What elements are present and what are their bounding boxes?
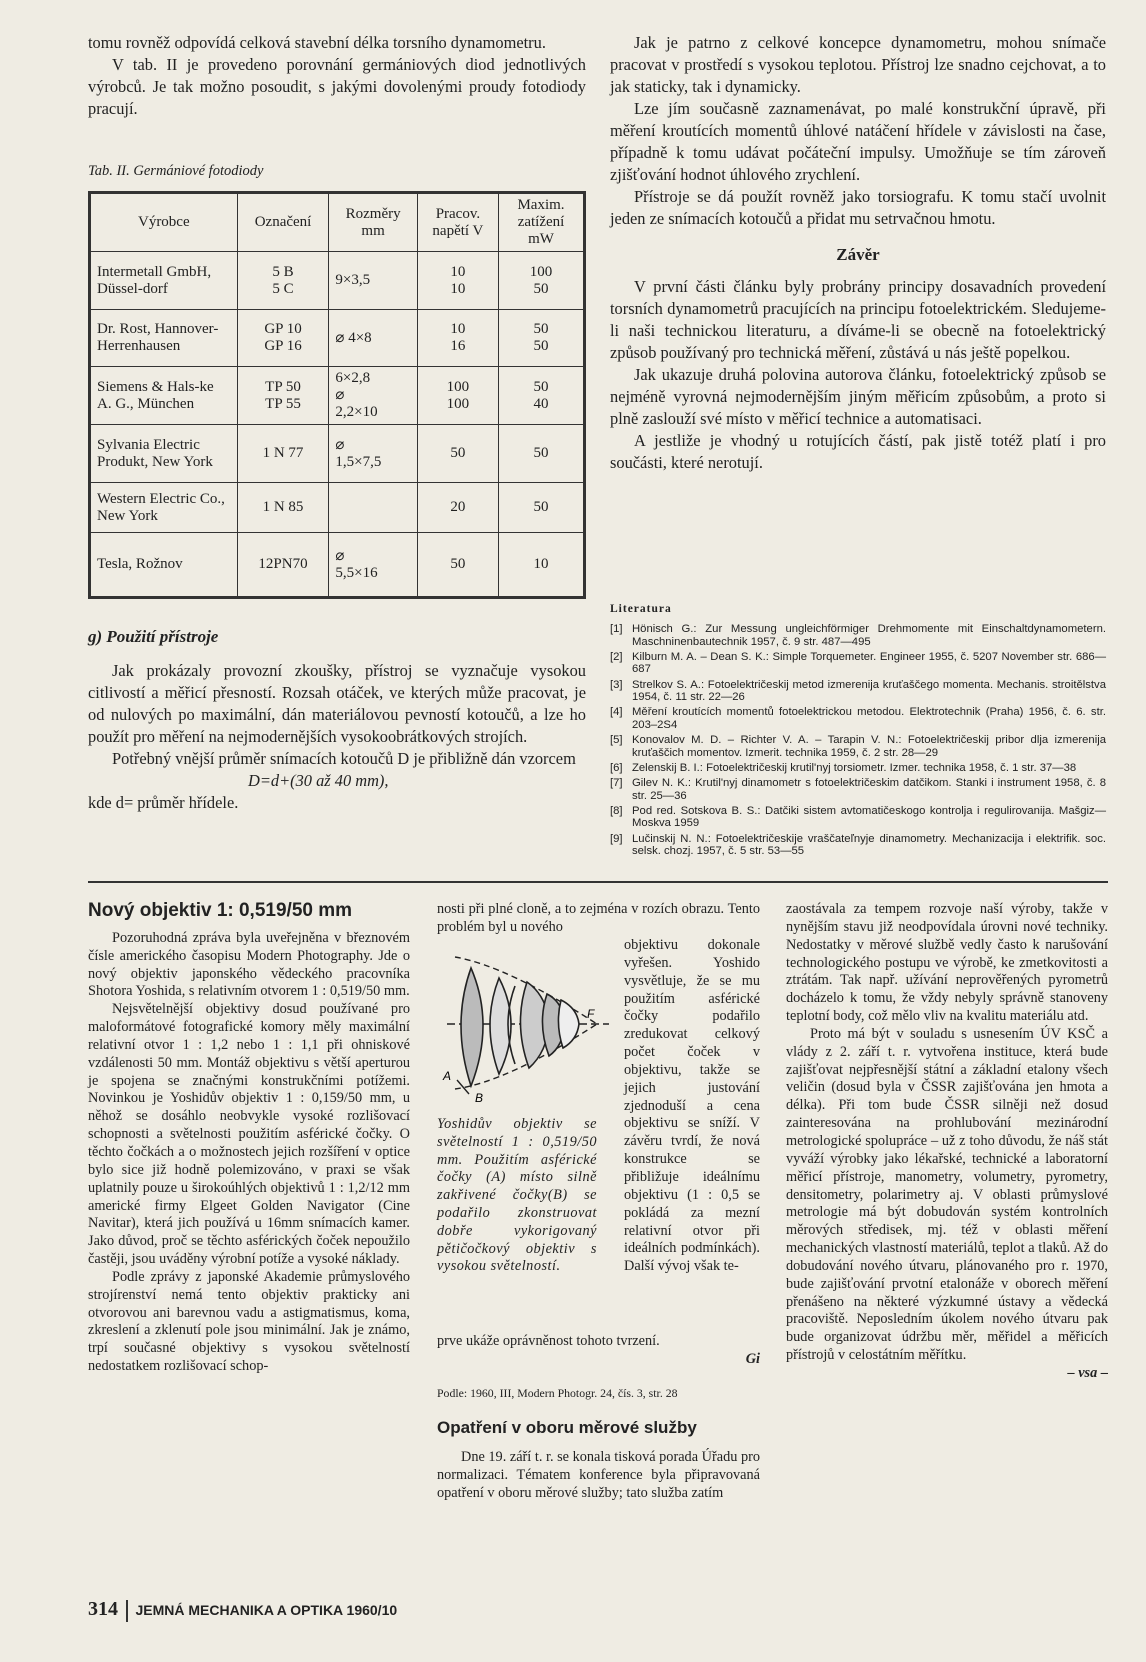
table-cell xyxy=(329,483,417,533)
paragraph: Lze jím současně zaznamenávat, po malé konstrukční úpravě, při měření kroutících momentů úhlové natáčení hřídele v závislosti na čase, případně k tomu udávat počáteční impulsy. Umožňuje se tím zároveň zjišťování hodnot úhlového zrychlení. xyxy=(610,99,1106,184)
reference-text: Lučinskij N. N.: Fotoelektričeskije vraščateľnyje dinamometry. Mechanizacija i elektrifik. soc. selsk. chozj. 1957, č. 5 str. 53—55 xyxy=(632,832,1106,858)
table-cell: 50 xyxy=(417,425,498,483)
paragraph: Jak prokázaly provozní zkoušky, přístroj se vyznačuje vysokou citlivostí a měřicí přesností. Rozsah otáček, ve kterých může pracovat, je od nulových po maximální, dán materiálovou pevností kotoučů, a lze ho použít pro měření na nejmodernějších vysokoobrátkových strojích. xyxy=(88,661,586,746)
table-cell: 50 xyxy=(499,483,584,533)
article-lens-col2-top xyxy=(437,901,760,937)
paragraph: Přístroje se dá použít rovněž jako torsiografu. K tomu stačí uvolnit jeden ze snímacích kotoučů a přidat mu setrvačnou hmotu. xyxy=(610,187,1106,228)
table-cell: 10 xyxy=(499,533,584,597)
reference-number: [5] xyxy=(610,734,623,747)
paragraph: Dne 19. září t. r. se konala tisková porada Úřadu pro normalizaci. Tématem konference byla připravovaná opatření v oboru měrové služby; tato služba zatím xyxy=(437,1448,760,1501)
section-usage xyxy=(88,626,586,814)
journal-name: JEMNÁ MECHANIKA A OPTIKA 1960/10 xyxy=(135,1602,398,1618)
table-cell: Western Electric Co., New York xyxy=(91,483,238,533)
table-cell: 50 40 xyxy=(499,367,584,425)
table-cell: Intermetall GmbH, Düssel-dorf xyxy=(91,252,238,310)
table-cell: Sylvania Electric Produkt, New York xyxy=(91,425,238,483)
table-cell: GP 10 GP 16 xyxy=(237,310,329,367)
table-cell: TP 50 TP 55 xyxy=(237,367,329,425)
reference-item xyxy=(610,734,1106,759)
table-cell: 12PN70 xyxy=(237,533,329,597)
table-row xyxy=(91,252,584,310)
literature-heading: Literatura xyxy=(610,603,672,615)
article-lens-col2-side: objektivu dokonale vyřešen. Yoshido vysvětluje, že se mu použitím asférické čočky podařilo zredukovat celkový počet čoček v objektivu, takže se jejich justování zjednoduší a cena objektivu se sníží. V závěru tvrdí, že nová konstrukce se přibližuje ideálnímu objektivu (1 : 0,5 se pokládá za mezní relativní otvor při ideálních podmínkách). Další vývoj však te- xyxy=(624,937,760,1275)
table-cell: 20 xyxy=(417,483,498,533)
reference-number: [8] xyxy=(610,804,623,817)
paragraph: Nejsvětelnější objektivy dosud používané pro maloformátové fotografické komory měly maximální relativní otvor 1 : 1,2 nebo 1 : 1,1 při ohniskové vzdálenosti 50 mm. Montáž objektivu s větší aperturou je spojena se značnými konstrukčními potížemi. Novinkou je Yoshidův objektiv 1 : 0,159/50 mm, u něhož se dosáhlo neobvykle vysoké rozlišovací schopnosti a světelnosti použitím asférické čočky. O těchto čočkách a o možnostech jejich rozšíření v optice bylo sice již hodně polemizováno, v praxi se však uplatnily pouze u širokoúhlých objektivů 1 : 1,2/12 mm americké firmy Elgeet Golden Navigator (Cine Navitar), která jich používá u 16mm snímacích kamer. Jako důvod, proč se těchto asférických čoček nepoužilo častěji, jsou uváděny výrobní potíže a vysoké náklady. xyxy=(88,1001,410,1268)
formula: D=d+(30 až 40 mm), xyxy=(248,771,389,790)
reference-list xyxy=(610,623,1106,858)
table-header-cell: Výrobce xyxy=(91,194,238,252)
paragraph: Potřebný vnější průměr snímacích kotoučů D je přibližně dán vzorcem xyxy=(112,749,576,768)
reference-item xyxy=(610,679,1106,704)
table-cell: Siemens & Hals-ke A. G., München xyxy=(91,367,238,425)
table-cell: Tesla, Rožnov xyxy=(91,533,238,597)
section-heading: g) Použití přístroje xyxy=(88,627,219,646)
table-row xyxy=(91,310,584,367)
article-metrology-col3 xyxy=(786,901,1108,1383)
paragraph: V tab. II je provedeno porovnání germániových diod jednotlivých výrobců. Je tak možno posoudit, s jakými dovolenými proudy fotodiody pracují. xyxy=(88,55,586,118)
paragraph: A jestliže je vhodný u rotujících částí, pak jistě totéž platí i pro součásti, které nerotují. xyxy=(610,431,1106,472)
paragraph: Jak ukazuje druhá polovina autorova článku, fotoelektrický způsob se nejméně vyrovná nejmodernějším jiným měřicím způsobům, a proto si plně zaslouží své místo v měřicí technice a automatisaci. xyxy=(610,365,1106,428)
literature xyxy=(610,603,1106,860)
table-caption: Tab. II. Germániové fotodiody xyxy=(88,163,264,179)
table-cell: 10 10 xyxy=(417,252,498,310)
paragraph: Podle zprávy z japonské Akademie průmyslového strojírenství nemá tento objektiv prakticky ani otvorovou ani barevnou vadu a astigmatismus, koma, zkreslení a zklenutí pole jsou minimální. Jak je známo, trpí současné objektivy s vysokou světelností nedostatkem rozlišovací schop- xyxy=(88,1268,410,1375)
figure-caption: Yoshidův objektiv se světelností 1 : 0,519/50 mm. Použitím asférické čočky (A) místo silně zakřivené čočky(B) se podařilo zkonstruovat dobře vykorigovaný pětičočkový objektiv s vysokou světelností. xyxy=(437,1116,597,1275)
left-top-text xyxy=(88,32,586,120)
section-heading: Závěr xyxy=(836,245,880,264)
source-note: Podle: 1960, III, Modern Photogr. 24, čís. 3, str. 28 xyxy=(437,1386,678,1400)
paragraph: nosti při plné cloně, a to zejména v rozích obrazu. Tento problém byl u nového xyxy=(437,901,760,935)
reference-number: [9] xyxy=(610,832,623,845)
reference-number: [2] xyxy=(610,650,623,663)
table-cell: Dr. Rost, Hannover-Herrenhausen xyxy=(91,310,238,367)
table-cell: ⌀ 1,5×7,5 xyxy=(329,425,417,483)
label-a: A xyxy=(443,1069,452,1083)
lens-diagram xyxy=(437,954,617,1104)
table-frame xyxy=(88,191,586,599)
table-header-cell: Označení xyxy=(237,194,329,252)
reference-number: [7] xyxy=(610,777,623,790)
paragraph: V první části článku byly probrány principy dosavadních provedení torsních dynamometrů pracujících na principu fotoelektrickém. Sledujeme-li naši technickou literaturu, a díváme-li se obecně na fotoelektrický způsob používaný pro technická měření, zůstává u nás ještě popelkou. xyxy=(610,277,1106,362)
paragraph: prve ukáže oprávněnost tohoto tvrzení. xyxy=(437,1333,660,1349)
diode-table xyxy=(90,193,584,597)
table-row xyxy=(91,367,584,425)
table-cell: 1 N 77 xyxy=(237,425,329,483)
author-sign: Gi xyxy=(745,1350,760,1367)
label-f: F xyxy=(587,1007,595,1021)
reference-text: Měření kroutících momentů fotoelektrickou metodou. Elektrotechnik (Praha) 1956, č. 6. str. 203–2S4 xyxy=(632,706,1106,731)
article-title: Opatření v oboru měrové služby xyxy=(437,1418,697,1437)
article-lens-col2-end xyxy=(437,1333,760,1369)
reference-item xyxy=(610,805,1106,830)
reference-text: Gilev N. K.: Krutil'nyj dinamometr s fotoelektričeskim datčikom. Stanki i instrument 1958, č. 8 str. 25—36 xyxy=(632,777,1106,802)
table-cell: 100 100 xyxy=(417,367,498,425)
reference-item xyxy=(610,777,1106,802)
reference-item xyxy=(610,833,1106,858)
table-header-cell: Maxim. zatížení mW xyxy=(499,194,584,252)
table-header-cell: Pracov. napětí V xyxy=(417,194,498,252)
reference-text: Strelkov S. A.: Fotoelektričeskij metod izmerenija kruťaščego momenta. Mechanis. stroitělstva 1954, č. 11 str. 22—26 xyxy=(632,678,1106,704)
page-number: 314 xyxy=(88,1598,118,1620)
table-row xyxy=(91,483,584,533)
table-cell: ⌀ 5,5×16 xyxy=(329,533,417,597)
table-cell: ⌀ 4×8 xyxy=(329,310,417,367)
reference-text: Konovalov M. D. – Richter V. A. – Tarapin V. N.: Fotoelektričeskij pribor dlja izmerenija kruťaščich momentov. Izmerit. technika 1959, č. 2 str. 28—29 xyxy=(632,734,1106,759)
table-cell: 1 N 85 xyxy=(237,483,329,533)
table-cell: 10 16 xyxy=(417,310,498,367)
reference-item xyxy=(610,762,1106,775)
table-cell: 5 B 5 C xyxy=(237,252,329,310)
reference-item xyxy=(610,623,1106,648)
paragraph: tomu rovněž odpovídá celková stavební délka torsního dynamometru. xyxy=(88,33,546,52)
reference-number: [3] xyxy=(610,678,623,691)
reference-number: [6] xyxy=(610,761,623,774)
author-sign: – vsa – xyxy=(1067,1364,1108,1381)
table-cell: 50 50 xyxy=(499,310,584,367)
reference-item xyxy=(610,651,1106,676)
reference-text: Zelenskij B. I.: Fotoelektričeskij krutil'nyj torsiometr. Izmer. technika 1958, č. 1 str. 37—38 xyxy=(632,761,1077,774)
footer-separator xyxy=(126,1600,128,1622)
paragraph: kde d= průměr hřídele. xyxy=(88,793,239,812)
table-cell: 9×3,5 xyxy=(329,252,417,310)
table-cell: 6×2,8 ⌀ 2,2×10 xyxy=(329,367,417,425)
paragraph: Jak je patrno z celkové koncepce dynamometru, mohou snímače pracovat v prostředí s vysokou teplotou. Přístroj lze snadno cejchovat, a to jak staticky, tak i dynamicky. xyxy=(610,33,1106,96)
table-row xyxy=(91,425,584,483)
article-metrology-col2 xyxy=(437,1419,760,1502)
article-lens-col1 xyxy=(88,902,410,1376)
reference-number: [1] xyxy=(610,623,623,635)
table-cell: 50 xyxy=(417,533,498,597)
paragraph: zaostávala za tempem rozvoje naší výroby, takže v nynějším stavu již neodpovídala úrovni nové techniky. Nedostatky v měrové službě vedly často k narušování technologického postupu ve výrobě, ke zmetkovitosti a ztrátám. Tak např. užívání neprověřených pyrometrů docházelo k tomu, že vždy nebyly správně stanoveny teplotní body, což mělo vliv na kvalitu materiálu atd. xyxy=(786,901,1108,1025)
page-footer xyxy=(88,1598,397,1622)
label-b: B xyxy=(475,1091,484,1104)
table-cell: 100 50 xyxy=(499,252,584,310)
article-title: Nový objektiv 1: 0,519/50 mm xyxy=(88,900,353,921)
reference-number: [4] xyxy=(610,706,623,719)
table-cell: 50 xyxy=(499,425,584,483)
right-top-text xyxy=(610,32,1106,474)
divider xyxy=(88,881,1108,883)
table-row xyxy=(91,533,584,597)
paragraph: Proto má být v souladu s usnesením ÚV KSČ a vlády z 2. září t. r. vytvořena instituce, která bude zajišťovat nejpřesnější státní a základní etalony všech veličin (dosud byla v ČSSR zajišťována jen hmota a délka). Při tom bude ČSSR silněji než dosud zainteresována na prohlubování mezinárodní metrologické spolupráce – už z toho důvodu, že náš stát vyváží výrobky jako lékařské, technické a laboratorní měřicí přístroje, manometry, volumetry, pyrometry, densitometry, polarimetry aj. V oblasti průmyslové metrologie má být dobudován systém kontrolních měrových středisek, mj. též v oblasti měření mechanických vlastností materiálů, teplot a tlaků. Až do dobudování nového útvaru, plánovaného pro r. 1970, bude zajišťování prvotní etalonáže v oborech měření přenášeno na některé výzkumné ústavy a vědecká pracoviště. Neposledním úkolem nového útvaru pak bude organizovat údržbu měr, měřidel a měřicích přístrojů v celostátním měřítku. xyxy=(786,1025,1108,1364)
paragraph: Pozoruhodná zpráva byla uveřejněna v březnovém čísle amerického časopisu Modern Photography. Jde o nový objektiv japonského vědeckého pracovníka Shotora Yoshida, s relativním otvorem 1 : 0,519/50 mm. xyxy=(88,929,410,1000)
reference-text: Kilburn M. A. – Dean S. K.: Simple Torquemeter. Engineer 1955, č. 5207 November str. 686—687 xyxy=(632,650,1106,676)
reference-item xyxy=(610,706,1106,731)
table-header-cell: Rozměry mm xyxy=(329,194,417,252)
reference-text: Pod red. Sotskova B. S.: Datčiki sistem avtomatičeskogo kontrolja i regulirovanija. Mašgiz—Moskva 1959 xyxy=(632,804,1106,830)
reference-text: Hönisch G.: Zur Messung ungleichförmiger Drehmomente mit Einschaltdynamometern. Maschninenbautechnik 1957, č. 9 str. 487—495 xyxy=(632,623,1106,648)
